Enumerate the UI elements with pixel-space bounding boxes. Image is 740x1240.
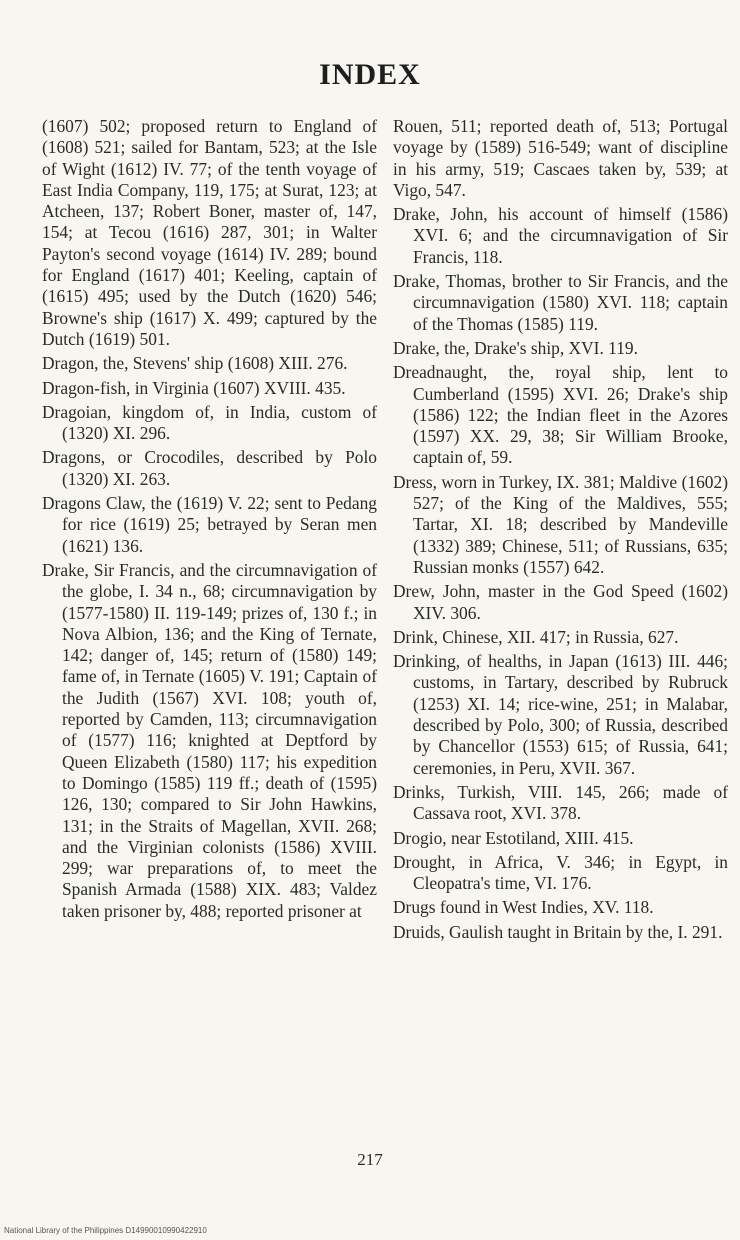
index-entry: Dragon-fish, in Virginia (1607) XVIII. 435. — [42, 377, 346, 398]
index-entry: Drink, Chinese, XII. 417; in Russia, 627. — [393, 626, 679, 647]
index-entry: Drake, Thomas, brother to Sir Francis, and the circumnavigation (1580) XVI. 118; captain of the Thomas (1585) 119. — [393, 271, 728, 334]
index-entry: Drake, John, his account of himself (1586) XVI. 6; and the circumnavigation of Sir Francis, 118. — [393, 204, 728, 267]
right-column — [393, 116, 728, 946]
scan-footer: National Library of the Philippines D14990010990422910 — [4, 1226, 207, 1235]
index-entry: Drugs found in West Indies, XV. 118. — [393, 897, 654, 918]
index-entry: Drought, in Africa, V. 346; in Egypt, in Cleopatra's time, VI. 176. — [393, 851, 728, 894]
index-entry: Dragons, or Crocodiles, described by Polo (1320) XI. 263. — [42, 447, 377, 489]
page-number: 217 — [357, 1150, 383, 1169]
index-entry: Druids, Gaulish taught in Britain by the, I. 291. — [393, 921, 723, 942]
index-entry: Drew, John, master in the God Speed (1602) XIV. 306. — [393, 581, 728, 623]
index-entry: Dragon, the, Stevens' ship (1608) XIII. 276. — [42, 353, 348, 374]
index-entry: Drinks, Turkish, VIII. 145, 266; made of Cassava root, XVI. 378. — [393, 781, 728, 824]
index-entry: Dress, worn in Turkey, IX. 381; Maldive (1602) 527; of the King of the Maldives, 555; Tartar, XI. 18; described by Mandeville (1332) 389; Chinese, 511; of Russians, 635; Russian monks (1557) 642. — [393, 471, 728, 577]
left-column — [42, 116, 377, 925]
index-entry: Dreadnaught, the, royal ship, lent to Cumberland (1595) XVI. 26; Drake's ship (1586) 122; the Indian fleet in the Azores (1597) XX. 29, 38; Sir William Brooke, captain of, 59. — [393, 362, 728, 468]
index-entry: Drinking, of healths, in Japan (1613) III. 446; customs, in Tartary, described by Rubruck (1253) XI. 14; rice-wine, 251; in Malabar, described by Polo, 300; of Russia, described by Chancellor (1553) 615; of Russia, 641; ceremonies, in Peru, XVII. 367. — [393, 651, 728, 778]
index-entry: Drake, Sir Francis, and the circumnavigation of the globe, I. 34 n., 68; circumnavigation by (1577-1580) II. 119-149; prizes of, 130 f.; in Nova Albion, 136; and the King of Ternate, 142; danger of, 145; return of (1580) 149; fame of, in Ternate (1605) V. 191; Captain of the Judith (1567) XVI. 108; youth of, reported by Camden, 113; circumnavigation of (1577) 116; knighted at Deptford by Queen Elizabeth (1580) 117; his expedition to Domingo (1585) 119 ff.; death of (1595) 126, 130; compared to Sir John Hawkins, 131; in the Straits of Magellan, XVII. 268; and the Virginian colonists (1586) XVIII. 299; war preparations of, to meet the Spanish Armada (1588) XIX. 483; Valdez taken prisoner by, 488; reported prisoner at — [42, 559, 377, 921]
index-entry: (1607) 502; proposed return to England of (1608) 521; sailed for Bantam, 523; at the Isle of Wight (1612) IV. 77; of the tenth voyage of East India Company, 119, 175; at Surat, 123; at Atcheen, 137; Robert Boner, master of, 147, 154; at Tecou (1616) 287, 301; in Walter Payton's second voyage (1614) IV. 289; bound for England (1617) 401; Keeling, captain of (1615) 495; used by the Dutch (1620) 546; Browne's ship (1617) X. 499; captured by the Dutch (1619) 501. — [42, 116, 377, 349]
index-entry: Drogio, near Estotiland, XIII. 415. — [393, 827, 634, 848]
index-entry: Drake, the, Drake's ship, XVI. 119. — [393, 337, 638, 358]
index-entry: Dragoian, kingdom of, in India, custom of (1320) XI. 296. — [42, 401, 377, 444]
index-entry: Rouen, 511; reported death of, 513; Portugal voyage by (1589) 516-549; want of discipline in his army, 519; Cascaes taken by, 539; at Vigo, 547. — [393, 116, 728, 200]
index-entry: Dragons Claw, the (1619) V. 22; sent to Pedang for rice (1619) 25; betrayed by Seran men (1621) 136. — [42, 493, 377, 556]
page-title: INDEX — [319, 58, 421, 91]
